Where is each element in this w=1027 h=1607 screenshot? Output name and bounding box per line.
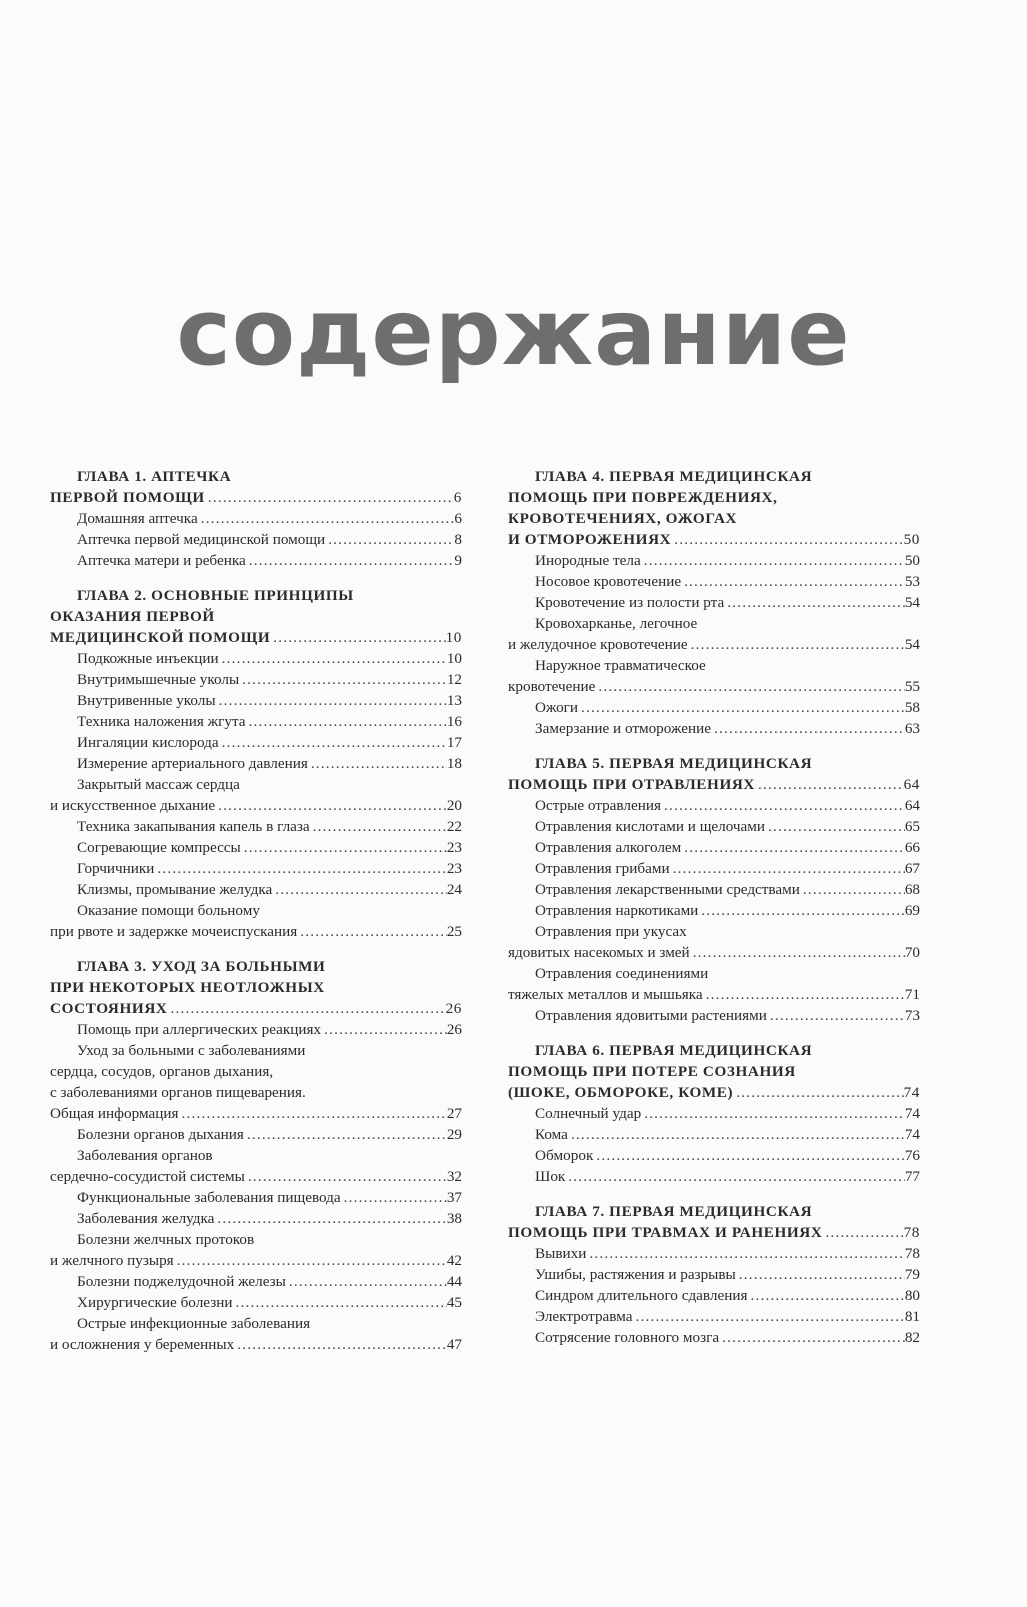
dot-leader	[688, 634, 905, 655]
dot-leader	[755, 774, 904, 795]
toc-entry-line[interactable]	[508, 984, 920, 1005]
toc-entry-line[interactable]	[50, 711, 462, 732]
page-number: 38	[446, 1210, 462, 1227]
entry-text: Клизмы, промывание желудка	[77, 881, 273, 898]
dot-leader	[205, 487, 454, 508]
toc-entry-line[interactable]	[508, 550, 920, 571]
entry-text: Оказание помощи больному	[77, 902, 260, 919]
page-number: 16	[446, 713, 462, 730]
dot-leader	[767, 1005, 905, 1026]
dot-leader	[239, 669, 447, 690]
entry-text: Шок	[535, 1168, 566, 1185]
page-number: 10	[445, 629, 462, 646]
chapter-title-text: ПОМОЩЬ ПРИ ПОТЕРЕ СОЗНАНИЯ	[508, 1063, 796, 1080]
page-number: 18	[446, 755, 462, 772]
toc-entry-line[interactable]	[508, 1166, 920, 1187]
toc-entry-line[interactable]	[50, 1019, 462, 1040]
dot-leader	[219, 732, 447, 753]
dot-leader	[241, 837, 447, 858]
page-number: 64	[904, 797, 920, 814]
dot-leader	[641, 550, 905, 571]
chapter-title-text: МЕДИЦИНСКОЙ ПОМОЩИ	[50, 629, 271, 646]
dot-leader	[661, 795, 905, 816]
toc-entry-line[interactable]	[50, 1271, 462, 1292]
page-number: 29	[446, 1126, 462, 1143]
dot-leader	[632, 1306, 904, 1327]
chapter-title-text: ГЛАВА 2. ОСНОВНЫЕ ПРИНЦИПЫ	[77, 587, 354, 604]
page-number: 79	[904, 1266, 920, 1283]
entry-text: кровотечение	[508, 678, 596, 695]
dot-leader	[178, 1103, 446, 1124]
entry-text: Кровотечение из полости рта	[535, 594, 725, 611]
page-number: 55	[904, 678, 920, 695]
toc-entry-line[interactable]	[508, 1005, 920, 1026]
chapter-block	[508, 466, 920, 739]
chapter-title-text: ОКАЗАНИЯ ПЕРВОЙ	[50, 608, 215, 625]
toc-entry-line[interactable]	[50, 837, 462, 858]
toc-entry-line[interactable]	[50, 753, 462, 774]
toc-entry-line[interactable]	[508, 697, 920, 718]
page-number: 78	[903, 1224, 920, 1241]
dot-leader	[670, 858, 905, 879]
chapter-title-line[interactable]	[50, 585, 462, 606]
page-number: 45	[446, 1294, 462, 1311]
entry-text: Ингаляции кислорода	[77, 734, 219, 751]
toc-entry-line[interactable]	[50, 921, 462, 942]
dot-leader	[671, 529, 903, 550]
page-number: 26	[446, 1021, 462, 1038]
dot-leader	[216, 690, 447, 711]
entry-text: Хирургические болезни	[77, 1294, 233, 1311]
chapter-title-text: ГЛАВА 4. ПЕРВАЯ МЕДИЦИНСКАЯ	[535, 468, 813, 485]
dot-leader	[272, 879, 447, 900]
entry-text: Аптечка первой медицинской помощи	[77, 531, 326, 548]
chapter-title-text: ПОМОЩЬ ПРИ ПОВРЕЖДЕНИЯХ,	[508, 489, 778, 506]
toc-entry-line[interactable]	[508, 1264, 920, 1285]
toc-column-right	[508, 466, 920, 1362]
toc-entry-line[interactable]	[50, 1229, 462, 1250]
dot-leader	[765, 816, 905, 837]
chapter-title-line[interactable]	[508, 1222, 920, 1243]
dot-leader	[719, 1327, 905, 1348]
chapter-title-line[interactable]	[50, 487, 462, 508]
page-number: 66	[904, 839, 920, 856]
entry-text: Заболевания желудка	[77, 1210, 215, 1227]
dot-leader	[586, 1243, 904, 1264]
toc-entry-line[interactable]	[508, 655, 920, 676]
dot-leader	[724, 592, 905, 613]
entry-text: сердца, сосудов, органов дыхания,	[50, 1063, 274, 1080]
chapter-title-text: ПОМОЩЬ ПРИ ОТРАВЛЕНИЯХ	[508, 776, 755, 793]
toc-entry-line[interactable]	[508, 795, 920, 816]
page-number: 44	[446, 1273, 462, 1290]
entry-text: Болезни поджелудочной железы	[77, 1273, 286, 1290]
page-number: 6	[454, 510, 462, 527]
page-number: 47	[446, 1336, 462, 1353]
dot-leader	[681, 571, 905, 592]
toc-entry-line[interactable]	[508, 1243, 920, 1264]
chapter-title-text: КРОВОТЕЧЕНИЯХ, ОЖОГАХ	[508, 510, 738, 527]
toc-entry-line[interactable]	[50, 1208, 462, 1229]
page-number: 71	[904, 986, 920, 1003]
page-number: 37	[446, 1189, 462, 1206]
toc-entry-line[interactable]	[508, 613, 920, 634]
entry-text: Обморок	[535, 1147, 594, 1164]
entry-text: Подкожные инъекции	[77, 650, 219, 667]
toc-entry-line[interactable]	[50, 879, 462, 900]
toc-entry-line[interactable]	[50, 550, 462, 571]
chapter-title-text: ГЛАВА 1. АПТЕЧКА	[77, 468, 232, 485]
chapter-title-line[interactable]	[50, 466, 462, 487]
entry-text: Техника закапывания капель в глаза	[77, 818, 310, 835]
chapter-title-line[interactable]	[508, 529, 920, 550]
chapter-title-text: ГЛАВА 6. ПЕРВАЯ МЕДИЦИНСКАЯ	[535, 1042, 813, 1059]
dot-leader	[321, 1019, 447, 1040]
toc-entry-line[interactable]	[50, 690, 462, 711]
dot-leader	[215, 795, 447, 816]
chapter-title-line[interactable]	[508, 1040, 920, 1061]
chapter-block	[50, 956, 462, 1355]
dot-leader	[641, 1103, 905, 1124]
toc-entry-line[interactable]	[508, 1306, 920, 1327]
entry-text: и искусственное дыхание	[50, 797, 216, 814]
entry-text: Отравления алкоголем	[535, 839, 682, 856]
page-number: 73	[904, 1007, 920, 1024]
toc-entry-line[interactable]	[508, 1327, 920, 1348]
chapter-title-line[interactable]	[508, 774, 920, 795]
toc-entry-line[interactable]	[50, 529, 462, 550]
dot-leader	[736, 1264, 905, 1285]
page-number: 77	[904, 1168, 920, 1185]
dot-leader	[568, 1124, 905, 1145]
toc-entry-line[interactable]	[508, 1145, 920, 1166]
chapter-title-text: СОСТОЯНИЯХ	[50, 1000, 168, 1017]
entry-text: Инородные тела	[535, 552, 641, 569]
dot-leader	[232, 1292, 446, 1313]
chapter-title-line[interactable]	[508, 753, 920, 774]
toc-entry-line[interactable]	[50, 1145, 462, 1166]
toc-entry-line[interactable]	[50, 648, 462, 669]
dot-leader	[593, 1145, 904, 1166]
page-number: 74	[903, 1084, 920, 1101]
toc-entry-line[interactable]	[508, 879, 920, 900]
page-number: 74	[904, 1126, 920, 1143]
toc-entry-line[interactable]	[50, 508, 462, 529]
dot-leader	[286, 1271, 447, 1292]
toc-entry-line[interactable]	[50, 1187, 462, 1208]
dot-leader	[297, 921, 447, 942]
entry-text: Ожоги	[535, 699, 579, 716]
entry-text: при рвоте и задержке мочеиспускания	[50, 923, 298, 940]
page-number: 10	[446, 650, 462, 667]
entry-text: Аптечка матери и ребенка	[77, 552, 246, 569]
chapter-title-line[interactable]	[50, 998, 462, 1019]
chapter-title-line[interactable]	[508, 1061, 920, 1082]
toc-entry-line[interactable]	[508, 592, 920, 613]
entry-text: Болезни желчных протоков	[77, 1231, 255, 1248]
chapter-title-text: (ШОКЕ, ОБМОРОКЕ, КОМЕ)	[508, 1084, 734, 1101]
page-number: 78	[904, 1245, 920, 1262]
toc-entry-line[interactable]	[50, 1292, 462, 1313]
chapter-title-text: ГЛАВА 5. ПЕРВАЯ МЕДИЦИНСКАЯ	[535, 755, 813, 772]
dot-leader	[270, 627, 445, 648]
dot-leader	[747, 1285, 904, 1306]
page-number: 26	[445, 1000, 462, 1017]
entry-text: Ушибы, растяжения и разрывы	[535, 1266, 736, 1283]
toc-entry-line[interactable]	[50, 1061, 462, 1082]
page-number: 23	[446, 839, 462, 856]
entry-text: Кровохарканье, легочное	[535, 615, 698, 632]
entry-text: Кома	[535, 1126, 568, 1143]
toc-entry-line[interactable]	[508, 858, 920, 879]
dot-leader	[246, 550, 455, 571]
chapter-title-text: ГЛАВА 7. ПЕРВАЯ МЕДИЦИНСКАЯ	[535, 1203, 813, 1220]
toc-column-left	[50, 466, 462, 1369]
toc-entry-line[interactable]	[508, 1103, 920, 1124]
entry-text: Общая информация	[50, 1105, 179, 1122]
entry-text: Носовое кровотечение	[535, 573, 682, 590]
toc-entry-line[interactable]	[508, 1124, 920, 1145]
entry-text: Наружное травматическое	[535, 657, 706, 674]
toc-entry-line[interactable]	[508, 816, 920, 837]
chapter-block	[508, 1201, 920, 1348]
toc-entry-line[interactable]	[50, 816, 462, 837]
page-title: содержание	[176, 278, 851, 386]
entry-text: Внутримышечные уколы	[77, 671, 240, 688]
chapter-title-text: ГЛАВА 3. УХОД ЗА БОЛЬНЫМИ	[77, 958, 326, 975]
chapter-title-text: ПЕРВОЙ ПОМОЩИ	[50, 489, 205, 506]
entry-text: Уход за больными с заболеваниями	[77, 1042, 306, 1059]
toc-entry-line[interactable]	[508, 942, 920, 963]
chapter-block	[508, 1040, 920, 1187]
page-number: 81	[904, 1308, 920, 1325]
page-number: 68	[904, 881, 920, 898]
chapter-title-text: ПОМОЩЬ ПРИ ТРАВМАХ И РАНЕНИЯХ	[508, 1224, 823, 1241]
entry-text: ядовитых насекомых и змей	[508, 944, 690, 961]
toc-entry-line[interactable]	[508, 837, 920, 858]
toc-entry-line[interactable]	[50, 1166, 462, 1187]
page-number: 63	[904, 720, 920, 737]
entry-text: Отравления наркотиками	[535, 902, 699, 919]
entry-text: и желчного пузыря	[50, 1252, 174, 1269]
page-number: 67	[904, 860, 920, 877]
toc-entry-line[interactable]	[50, 732, 462, 753]
page-number: 50	[904, 552, 920, 569]
toc-entry-line[interactable]	[50, 1334, 462, 1355]
dot-leader	[174, 1250, 447, 1271]
toc-entry-line[interactable]	[50, 900, 462, 921]
chapter-title-line[interactable]	[508, 1082, 920, 1103]
page-number: 24	[446, 881, 462, 898]
chapter-block	[50, 466, 462, 571]
toc-entry-line[interactable]	[50, 795, 462, 816]
dot-leader	[246, 711, 447, 732]
toc-entry-line[interactable]	[508, 718, 920, 739]
entry-text: Отравления при укусах	[535, 923, 687, 940]
dot-leader	[325, 529, 454, 550]
page-number: 82	[904, 1329, 920, 1346]
chapter-title-text: ПРИ НЕКОТОРЫХ НЕОТЛОЖНЫХ	[50, 979, 325, 996]
toc-entry-line[interactable]	[508, 634, 920, 655]
entry-text: Согревающие компрессы	[77, 839, 241, 856]
dot-leader	[308, 753, 447, 774]
entry-text: Синдром длительного сдавления	[535, 1287, 748, 1304]
page-number: 6	[453, 489, 462, 506]
page-number: 50	[903, 531, 920, 548]
entry-text: Острые инфекционные заболевания	[77, 1315, 311, 1332]
toc-entry-line[interactable]	[508, 571, 920, 592]
toc-entry-line[interactable]	[50, 1250, 462, 1271]
entry-text: Измерение артериального давления	[77, 755, 308, 772]
chapter-title-line[interactable]	[508, 508, 920, 529]
dot-leader	[310, 816, 447, 837]
page-number: 9	[454, 552, 462, 569]
toc-entry-line[interactable]	[50, 774, 462, 795]
entry-text: Техника наложения жгута	[77, 713, 246, 730]
chapter-block	[50, 585, 462, 942]
entry-text: и желудочное кровотечение	[508, 636, 688, 653]
chapter-title-line[interactable]	[50, 606, 462, 627]
entry-text: Электротравма	[535, 1308, 633, 1325]
page-number: 69	[904, 902, 920, 919]
dot-leader	[578, 697, 905, 718]
page-number: 20	[446, 797, 462, 814]
chapter-block	[508, 753, 920, 1026]
dot-leader	[595, 676, 904, 697]
toc-entry-line[interactable]	[50, 1082, 462, 1103]
toc-entry-line[interactable]	[508, 676, 920, 697]
entry-text: Острые отравления	[535, 797, 661, 814]
page-number: 54	[904, 636, 920, 653]
entry-text: с заболеваниями органов пищеварения.	[50, 1084, 306, 1101]
chapter-title-line[interactable]	[50, 956, 462, 977]
dot-leader	[698, 900, 905, 921]
entry-text: Замерзание и отморожение	[535, 720, 712, 737]
toc-entry-line[interactable]	[508, 900, 920, 921]
dot-leader	[681, 837, 905, 858]
chapter-title-line[interactable]	[508, 1201, 920, 1222]
page-number: 17	[446, 734, 462, 751]
page-number: 54	[904, 594, 920, 611]
dot-leader	[198, 508, 455, 529]
entry-text: Отравления ядовитыми растениями	[535, 1007, 767, 1024]
chapter-title-line[interactable]	[50, 977, 462, 998]
dot-leader	[565, 1166, 905, 1187]
page-number: 8	[454, 531, 462, 548]
entry-text: сердечно-сосудистой системы	[50, 1168, 245, 1185]
page-number: 53	[904, 573, 920, 590]
entry-text: Отравления лекарственными средствами	[535, 881, 800, 898]
entry-text: Отравления грибами	[535, 860, 670, 877]
dot-leader	[800, 879, 905, 900]
entry-text: Болезни органов дыхания	[77, 1126, 244, 1143]
entry-text: Сотрясение головного мозга	[535, 1329, 720, 1346]
toc-entry-line[interactable]	[508, 1285, 920, 1306]
toc-entry-line[interactable]	[50, 1103, 462, 1124]
chapter-title-line[interactable]	[508, 487, 920, 508]
page-number: 70	[904, 944, 920, 961]
page-number: 80	[904, 1287, 920, 1304]
entry-text: тяжелых металлов и мышьяка	[508, 986, 703, 1003]
toc-entry-line[interactable]	[508, 963, 920, 984]
dot-leader	[244, 1124, 447, 1145]
dot-leader	[154, 858, 446, 879]
page-number: 42	[446, 1252, 462, 1269]
toc-entry-line[interactable]	[508, 921, 920, 942]
dot-leader	[711, 718, 905, 739]
entry-text: и осложнения у беременных	[50, 1336, 235, 1353]
page-number: 65	[904, 818, 920, 835]
page-number: 74	[904, 1105, 920, 1122]
entry-text: Функциональные заболевания пищевода	[77, 1189, 341, 1206]
page-number: 22	[446, 818, 462, 835]
page-number: 27	[446, 1105, 462, 1122]
page-number: 23	[446, 860, 462, 877]
chapter-title-line[interactable]	[50, 627, 462, 648]
dot-leader	[234, 1334, 447, 1355]
entry-text: Заболевания органов	[77, 1147, 213, 1164]
dot-leader	[690, 942, 905, 963]
dot-leader	[214, 1208, 446, 1229]
page-number: 32	[446, 1168, 462, 1185]
chapter-title-text: И ОТМОРОЖЕНИЯХ	[508, 531, 672, 548]
chapter-title-line[interactable]	[508, 466, 920, 487]
entry-text: Солнечный удар	[535, 1105, 642, 1122]
dot-leader	[703, 984, 905, 1005]
page-number: 58	[904, 699, 920, 716]
entry-text: Отравления соединениями	[535, 965, 709, 982]
dot-leader	[822, 1222, 903, 1243]
toc-entry-line[interactable]	[50, 858, 462, 879]
entry-text: Домашняя аптечка	[77, 510, 198, 527]
dot-leader	[733, 1082, 903, 1103]
dot-leader	[245, 1166, 447, 1187]
dot-leader	[219, 648, 447, 669]
page-number: 76	[904, 1147, 920, 1164]
entry-text: Отравления кислотами и щелочами	[535, 818, 766, 835]
toc-entry-line[interactable]	[50, 1040, 462, 1061]
page-number: 25	[446, 923, 462, 940]
entry-text: Закрытый массаж сердца	[77, 776, 240, 793]
entry-text: Вывихи	[535, 1245, 587, 1262]
toc-entry-line[interactable]	[50, 1124, 462, 1145]
dot-leader	[167, 998, 445, 1019]
dot-leader	[341, 1187, 447, 1208]
page-number: 12	[446, 671, 462, 688]
toc-entry-line[interactable]	[50, 669, 462, 690]
entry-text: Внутривенные уколы	[77, 692, 216, 709]
page-number: 64	[903, 776, 920, 793]
page-number: 13	[446, 692, 462, 709]
entry-text: Горчичники	[77, 860, 155, 877]
toc-entry-line[interactable]	[50, 1313, 462, 1334]
entry-text: Помощь при аллергических реакциях	[77, 1021, 322, 1038]
